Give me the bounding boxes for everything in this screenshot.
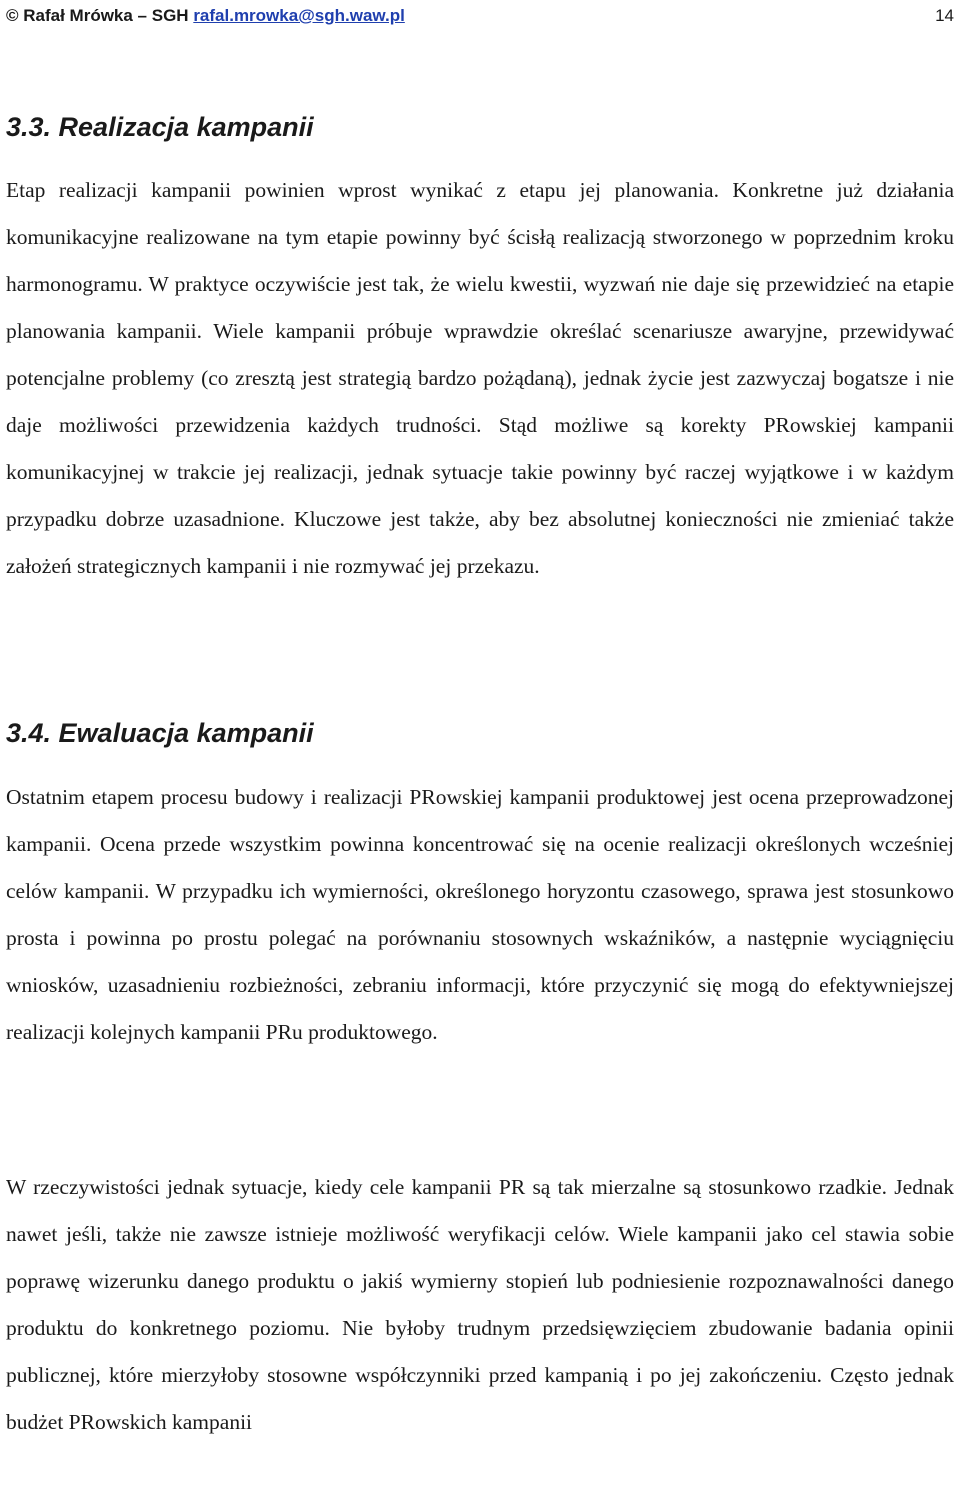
paragraph-ewaluacja-1: Ostatnim etapem procesu budowy i realizacji PRowskiej kampanii produktowej jest ocena przeprowadzonej kampanii. Ocena przede wszystkim powinna koncentrować się na ocenie realizacji określonych wcześniej celów kampanii. W przypadku ich wymierności, określonego horyzontu czasowego, sprawa jest stosunkowo prosta i powinna po prostu polegać na porównaniu stosownych wskaźników, a następnie wyciągnięciu wniosków, uzasadnieniu rozbieżności, zebraniu informacji, które przyczynić się mogą do efektywniejszej realizacji kolejnych kampanii PRu produktowego. [6,785,954,1044]
paragraph-ewaluacja-2: W rzeczywistości jednak sytuacje, kiedy cele kampanii PR są tak mierzalne są stosunkowo rzadkie. Jednak nawet jeśli, także nie zawsze istnieje możliwość weryfikacji celów. Wiele kampanii jako cel stawia sobie poprawę wizerunku danego produktu o jakiś wymierny stopień lub podniesienie rozpoznawalności danego produktu do konkretnego poziomu. Nie byłoby trudnym przedsięwzięciem zbudowanie badania opinii publicznej, które mierzyłoby stosowne współczynniki przed kampanią i po jej zakończeniu. Często jednak budżet PRowskich kampanii [6,1175,954,1434]
header-author [6,6,405,26]
page-number: 14 [935,6,954,25]
section-heading-realizacja: 3.3. Realizacja kampanii [6,112,314,142]
section-heading-ewaluacja: 3.4. Ewaluacja kampanii [6,718,314,748]
paragraph-realizacja: Etap realizacji kampanii powinien wprost wynikać z etapu jej planowania. Konkretne już działania komunikacyjne realizowane na tym etapie powinny być ścisłą realizacją stworzonego w poprzednim kroku harmonogramu. W praktyce oczywiście jest tak, że wielu kwestii, wyzwań nie daje się przewidzieć na etapie planowania kampanii. Wiele kampanii próbuje wprawdzie określać scenariusze awaryjne, przewidywać potencjalne problemy (co zresztą jest strategią bardzo pożądaną), jednak życie jest zazwyczaj bogatsze i nie daje możliwości przewidzenia każdych trudności. Stąd możliwe są korekty PRowskiej kampanii komunikacyjnej w trakcie jej realizacji, jednak sytuacje takie powinny być raczej wyjątkowe i w każdym przypadku dobrze uzasadnione. Kluczowe jest także, aby bez absolutnej konieczności nie zmieniać także założeń strategicznych kampanii i nie rozmywać jej przekazu. [6,178,954,578]
header-copyright: © Rafał Mrówka – SGH [6,6,189,25]
page-header [6,6,954,30]
author-email-link[interactable]: rafal.mrowka@sgh.waw.pl [193,6,405,25]
